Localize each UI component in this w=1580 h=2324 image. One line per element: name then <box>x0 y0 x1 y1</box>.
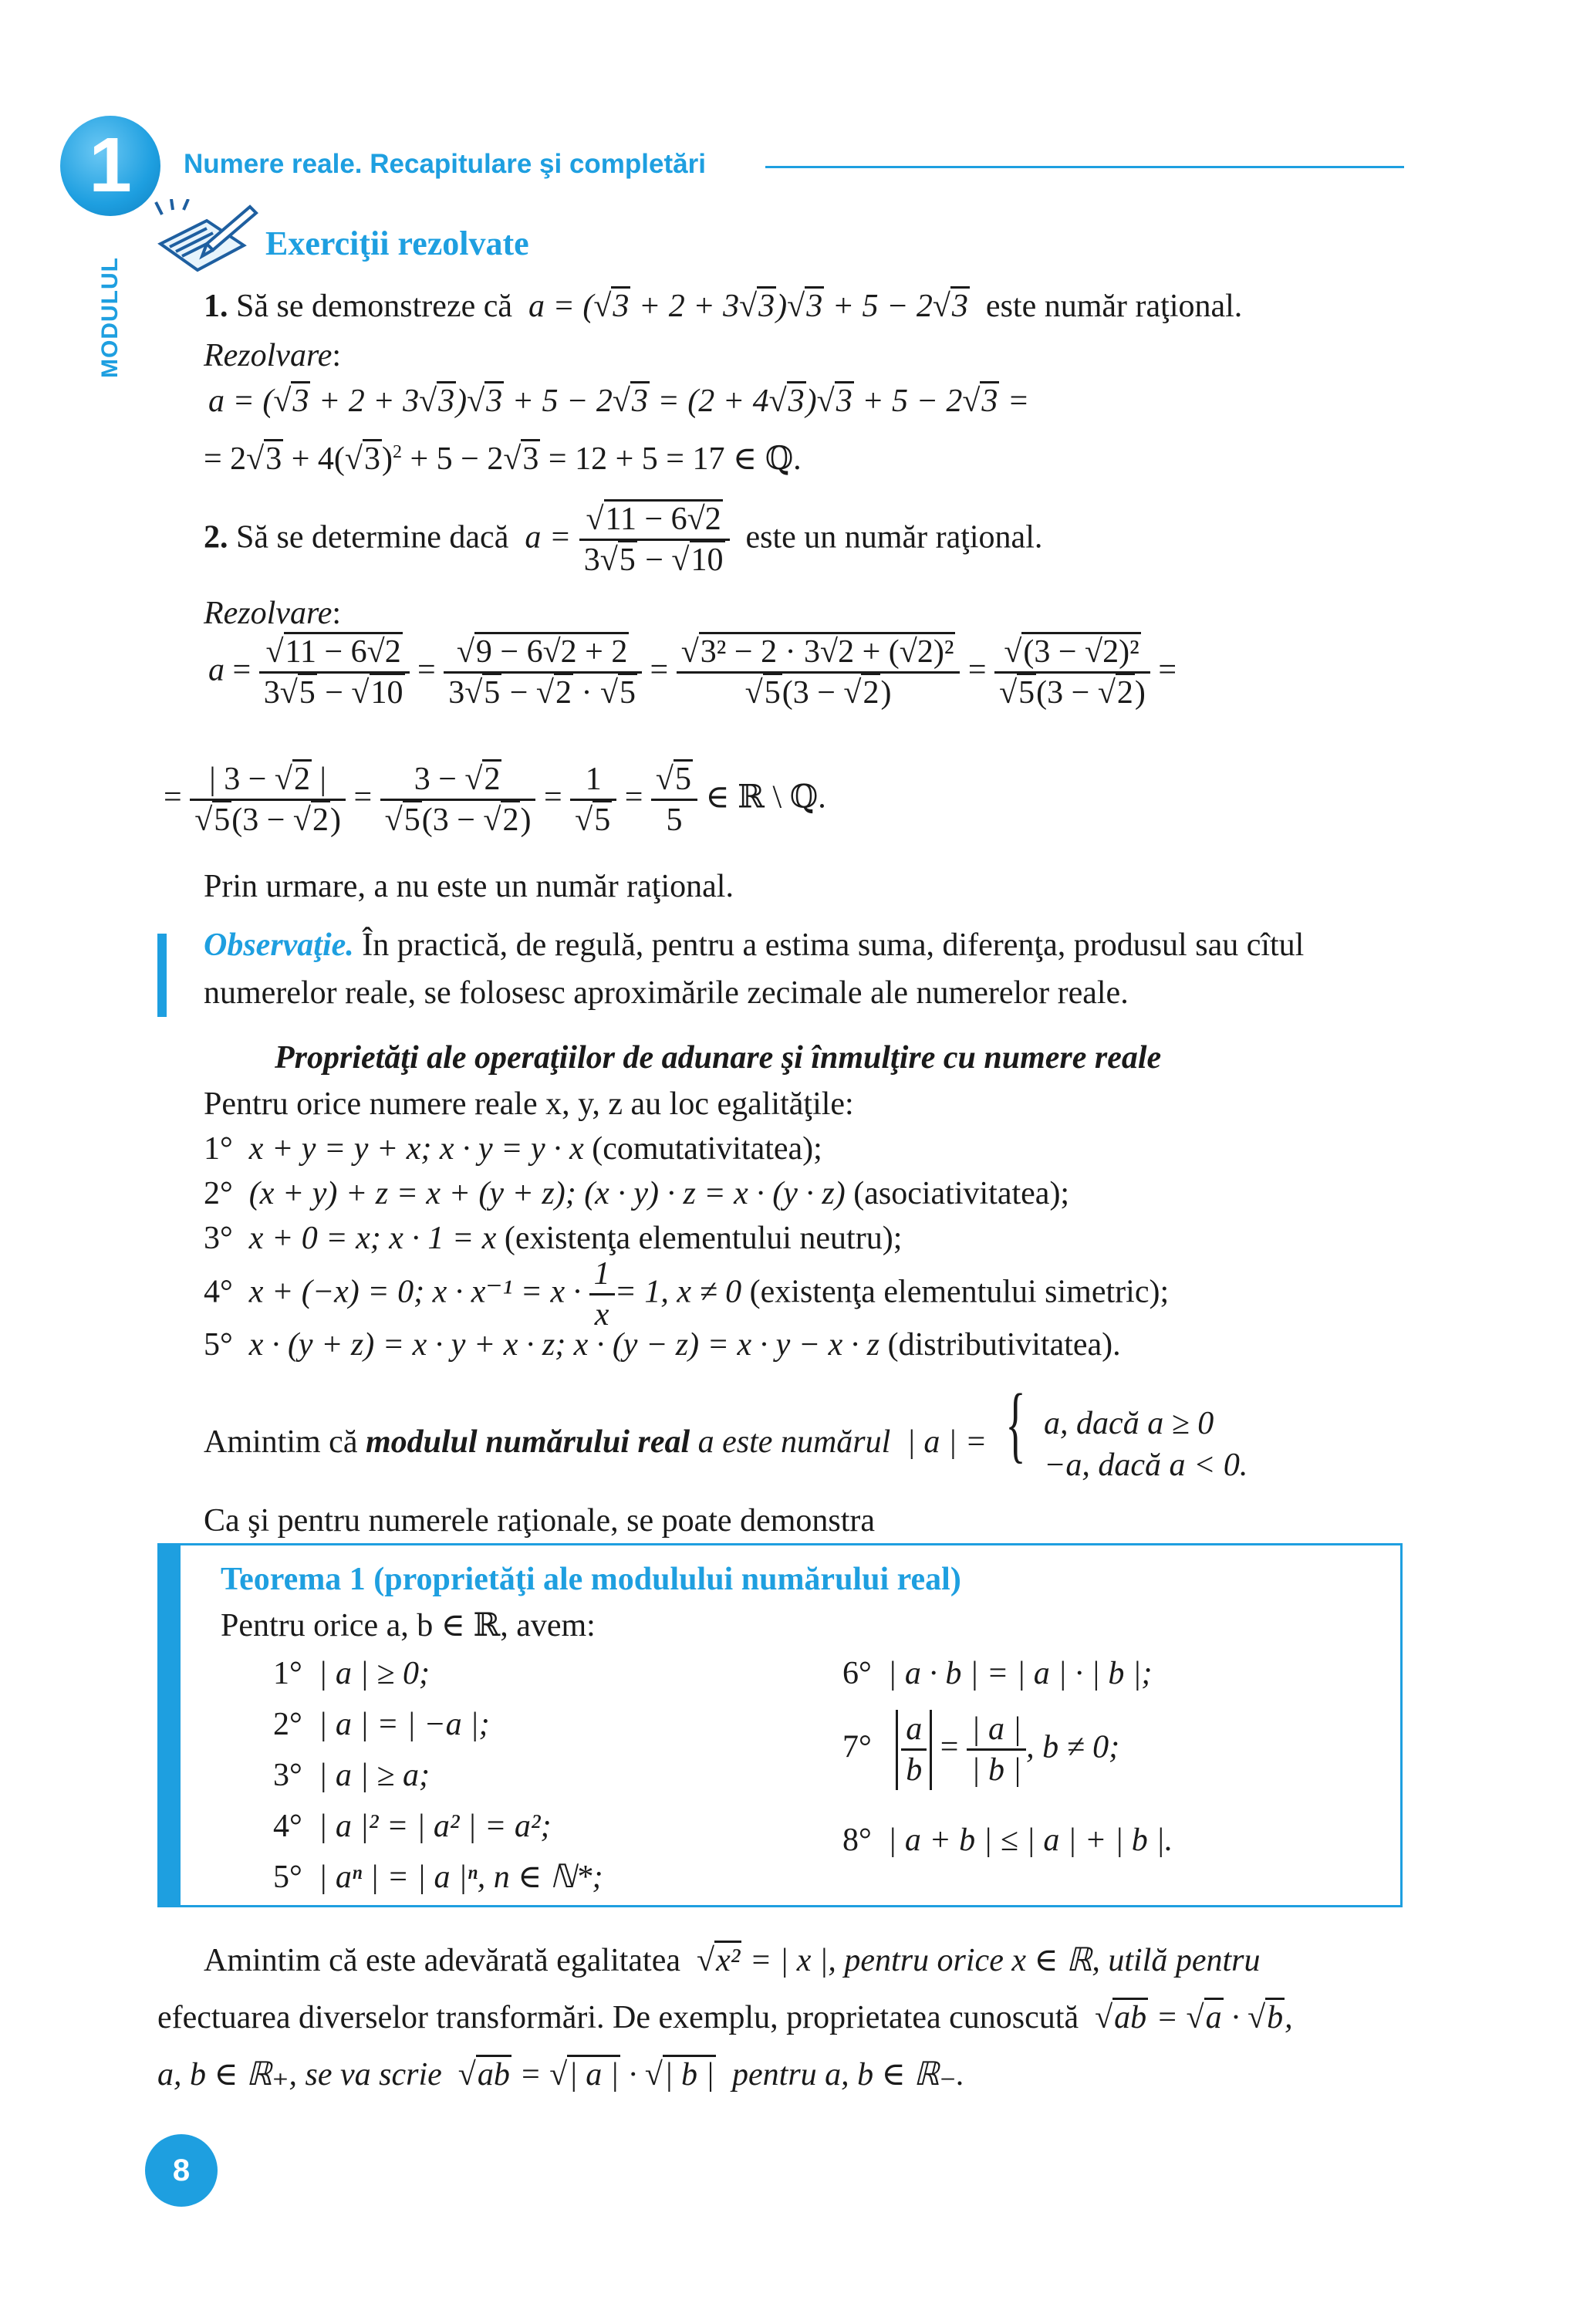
ex1-step2: = $2√3 + 4(√3)^2 + 5 - 2√3 = 12 + 5 = 17$ ∈ ℚ. <box>204 440 802 478</box>
section-title: Exerciţii rezolvate <box>265 225 529 262</box>
notepad-pencil-icon <box>153 199 261 276</box>
property-3: 3° x + 0 = x; x · 1 = x (existenţa elementului neutru); <box>204 1221 903 1256</box>
property-2: 2° (x + y) + z = x + (y + z); (x · y) · z = x · (y · z) (asociativitatea); <box>204 1176 1070 1211</box>
ex2-fraction: $\frac{√11 - 6√2}{3√5 - √10}$ <box>579 500 730 580</box>
theorem-left-2: 2° | a | = | −a |; <box>273 1707 490 1742</box>
modulus-follow: Ca şi pentru numerele raţionale, se poate demonstra <box>204 1503 876 1539</box>
theorem-intro: Pentru orice a, b ∈ ℝ, avem: <box>221 1608 596 1643</box>
modulus-term: modulul numărului real <box>365 1424 690 1460</box>
chapter-title: Numere reale. Recapitulare şi completări <box>184 149 706 179</box>
closing-line1: Amintim că este adevărată egalitatea √x² = | x |, pentru orice x ∈ ℝ, utilă pentru <box>204 1941 1261 1980</box>
ex2-step1: a = $\frac{√11 - 6√2}{3√5 - √10}$ = $\frac{√9 - 6√2 + 2}{3√5 - √2 \cdot √5}$ = $\frac{\text{√3² − 2 · 3√2 + (√2)²}}{√5(3 - √2)}$ = $\frac{\text{√(3 − √2)²}}{√5(3 - √2)}$ = <box>208 633 1177 713</box>
ex1-formula: a = (√3 + 2 + 3√3)√3 + 5 − 2√3 <box>521 286 978 324</box>
ex2-number: 2. <box>204 519 228 556</box>
closing-line3: a, b ∈ ℝ₊, se va scrie √ab = √| a | · √| b | pentru a, b ∈ ℝ₋. <box>157 2055 964 2094</box>
ex1-solution-label: Rezolvare: <box>204 338 342 373</box>
theorem-left-4: 4° | a |² = | a² | = a²; <box>273 1809 552 1844</box>
ex1-result: ∈ ℚ. <box>732 441 802 477</box>
header-rule <box>765 166 1404 168</box>
ex2-statement-end: este un număr raţional. <box>745 519 1043 556</box>
page-number: 8 <box>145 2134 218 2207</box>
property-5: 5° x · (y + z) = x · y + x · z; x · (y − z) = x · y − x · z (distributivitatea). <box>204 1327 1121 1363</box>
ex2-statement: 2. Să se determine dacă a = $\frac{√11 - 6√2}{3√5 - √10}$ este un număr raţional. <box>204 500 1042 580</box>
module-label <box>97 231 127 378</box>
ex1-step1: a = (√3 + 2 + 3√3)√3 + 5 − 2√3 = (2 + 4√3)√3 + 5 − 2√3 = <box>208 382 1029 421</box>
ex2-solution-label: Rezolvare: <box>204 596 342 631</box>
ex1-statement-start: Să se demonstreze că <box>236 289 513 324</box>
ex1-statement <box>204 287 1242 326</box>
theorem-right-7: 7° $\frac{a}{b}$ = $\frac{| a |}{| b |}$ , b ≠ 0; <box>842 1710 1119 1790</box>
theorem-right-8: 8° | a + b | ≤ | a | + | b |. <box>842 1822 1173 1858</box>
module-label-text: MODULUL <box>97 257 123 378</box>
property-1: 1° x + y = y + x; x · y = y · x (comutativitatea); <box>204 1131 822 1167</box>
theorem-left-5: 5° | aⁿ | = | a |ⁿ, n ∈ ℕ*; <box>273 1860 603 1895</box>
ex2-conclusion: Prin urmare, a nu este un număr raţional. <box>204 869 734 904</box>
module-number-badge: 1 <box>60 116 160 216</box>
observation-label: Observaţie. <box>204 927 354 963</box>
theorem-left-3: 3° | a | ≥ a; <box>273 1758 430 1793</box>
observation-line2: numerelor reale, se folosesc aproximările zecimale ale numerelor reale. <box>204 975 1129 1011</box>
theorem-title: Teorema 1 (proprietăţi ale modulului numărului real) <box>221 1562 961 1597</box>
property-4: 4° x + (−x) = 0; x · x⁻¹ = x · $\frac{1}{x}$ = 1, x ≠ 0 (existenţa elementului simetric); <box>204 1256 1170 1333</box>
ex1-number: 1. <box>204 289 228 324</box>
properties-title: Proprietăţi ale operaţiilor de adunare şi înmulţire cu numere reale <box>275 1040 1162 1076</box>
observation-line1: Observaţie. În practică, de regulă, pentru a estima suma, diferenţa, produsul sau cîtul <box>204 927 1305 963</box>
modulus-definition: Amintim că modulul numărului real a este numărul | a | = { a, dacă a ≥ 0 −a, dacă a < 0. <box>204 1376 1248 1484</box>
ex2-step2: = $\frac{| 3 - √2 |}{√5(3 - √2)}$ = $\frac{3 - √2}{√5(3 - √2)}$ = $\frac{1}{√5}$ = $\frac{√5}{5}$ ∈ ℝ \ ℚ. <box>164 760 826 840</box>
ex2-statement-start: Să se determine dacă <box>236 519 509 556</box>
observation-bar <box>157 934 167 1017</box>
properties-intro: Pentru orice numere reale x, y, z au loc egalităţile: <box>204 1086 854 1122</box>
ex1-statement-end: este număr raţional. <box>985 289 1243 324</box>
closing-line2: efectuarea diverselor transformări. De exemplu, proprietatea cunoscută √ab = √a · √b, <box>157 1998 1293 2037</box>
theorem-right-6: 6° | a · b | = | a | · | b |; <box>842 1656 1153 1691</box>
ex2-result: ∈ ℝ \ ℚ. <box>705 779 826 816</box>
theorem-left-1: 1° | a | ≥ 0; <box>273 1656 430 1691</box>
theorem-bar <box>157 1543 181 1907</box>
